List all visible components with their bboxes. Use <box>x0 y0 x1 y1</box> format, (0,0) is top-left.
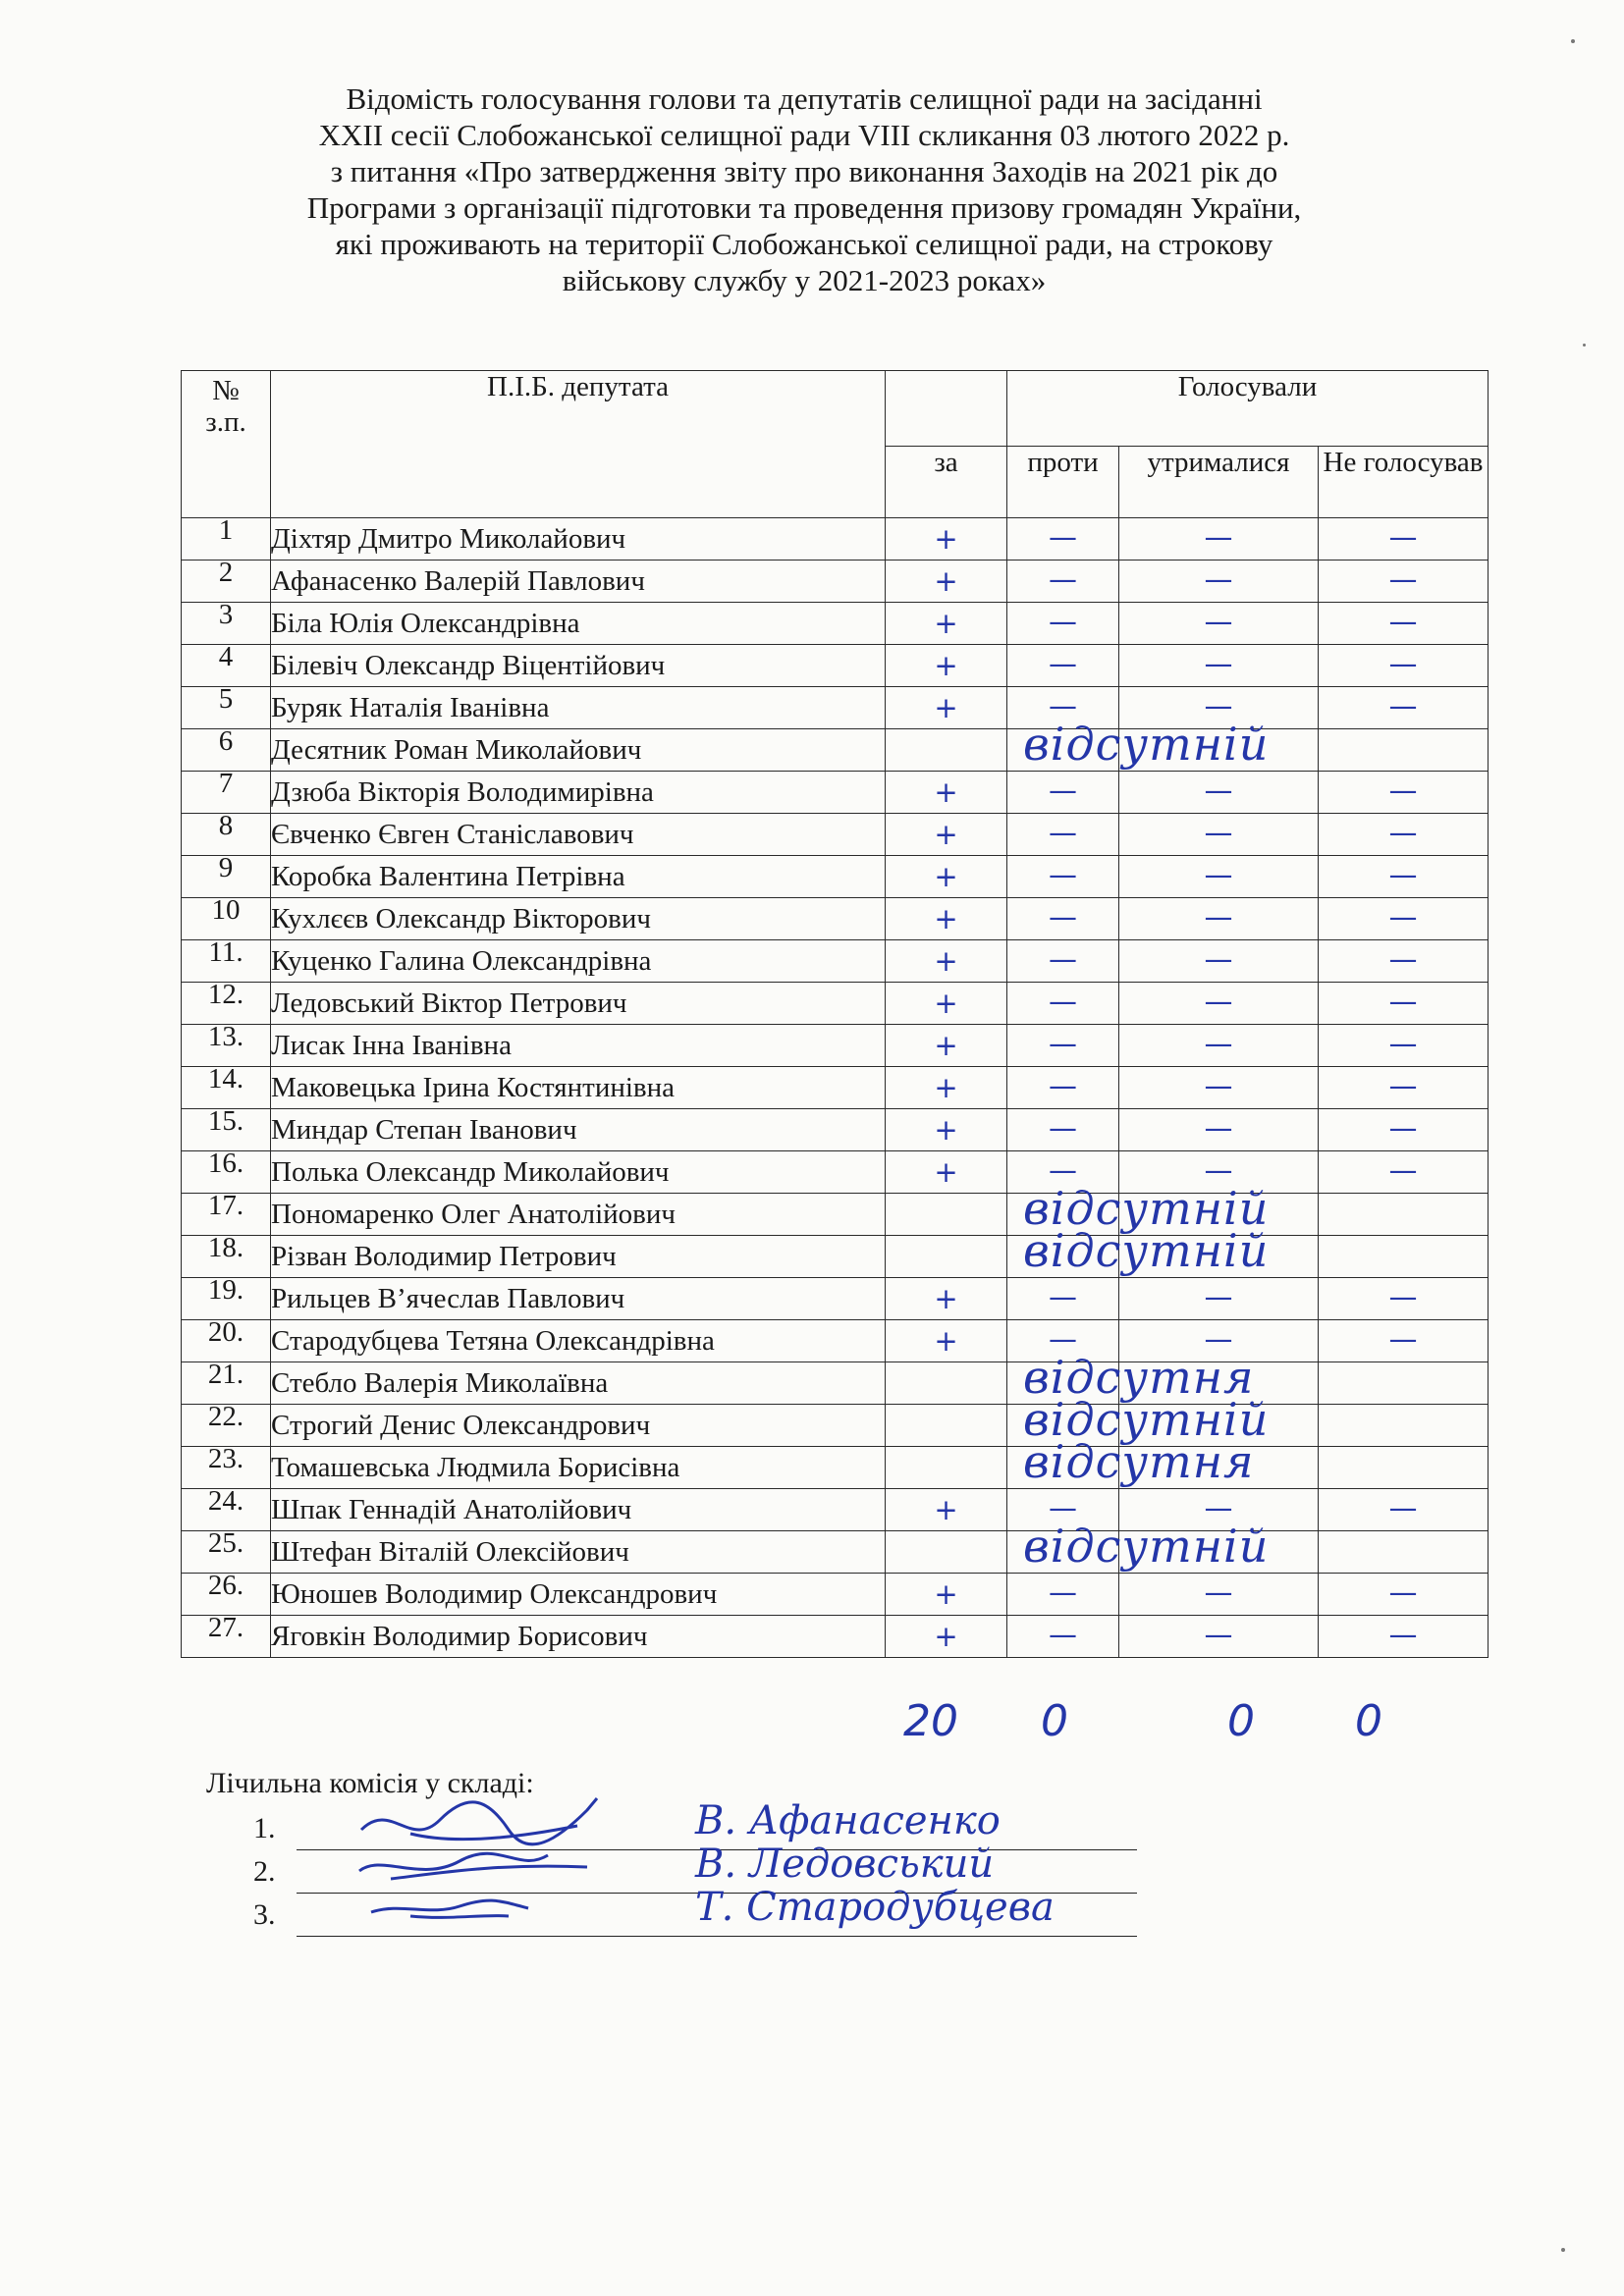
vote-against: — <box>1007 1278 1119 1320</box>
row-number: 7 <box>182 772 271 814</box>
vote-for: + <box>886 561 1007 603</box>
signature-scribble <box>352 1877 626 1940</box>
vote-for <box>886 1224 1270 1278</box>
deputy-name: Полька Олександр Миколайович <box>271 1151 886 1194</box>
row-number: 13. <box>182 1025 271 1067</box>
absent-mark: відсутній <box>1023 1520 1270 1573</box>
table-row <box>182 1194 1489 1236</box>
vote-abstained: — <box>1119 1320 1319 1362</box>
vote-not-voted: — <box>1319 645 1489 687</box>
vote-for <box>886 1520 1270 1574</box>
vote-not-voted: — <box>1319 1067 1489 1109</box>
deputy-name: Десятник Роман Миколайович <box>271 729 886 772</box>
vote-abstained: — <box>1119 1278 1319 1320</box>
vote-not-voted: — <box>1319 518 1489 561</box>
signature-name: В. Ледовський <box>695 1842 995 1887</box>
vote-against: — <box>1007 856 1119 898</box>
table-row <box>182 561 1489 603</box>
vote-for: + <box>886 1109 1007 1151</box>
row-number: 11. <box>182 940 271 983</box>
vote-abstained: — <box>1119 1151 1319 1194</box>
row-number: 5 <box>182 687 271 729</box>
vote-abstained: — <box>1119 1574 1319 1616</box>
table-row <box>182 772 1489 814</box>
header-empty <box>886 371 1007 447</box>
vote-abstained: — <box>1119 856 1319 898</box>
signature-index: 1. <box>253 1812 276 1844</box>
deputy-name: Куценко Галина Олександрівна <box>271 940 886 983</box>
vote-against: — <box>1007 772 1119 814</box>
deputy-name: Пономаренко Олег Анатолійович <box>271 1194 886 1236</box>
signature-row <box>253 1885 1137 1942</box>
table-row <box>182 1278 1489 1320</box>
vote-against: — <box>1007 898 1119 940</box>
deputy-name: Різван Володимир Петрович <box>271 1236 886 1278</box>
voting-table <box>181 370 1489 1658</box>
vote-for: + <box>886 1489 1007 1531</box>
table-row <box>182 603 1489 645</box>
header-name: П.І.Б. депутата <box>271 371 886 518</box>
vote-for: + <box>886 1574 1007 1616</box>
header-against: проти <box>1007 447 1119 518</box>
deputy-name: Миндар Степан Іванович <box>271 1109 886 1151</box>
vote-not-voted: — <box>1319 1574 1489 1616</box>
deputy-name: Біла Юлія Олександрівна <box>271 603 886 645</box>
vote-not-voted: — <box>1319 1025 1489 1067</box>
row-number: 12. <box>182 983 271 1025</box>
vote-for <box>886 1351 1255 1405</box>
vote-not-voted <box>1319 1447 1489 1489</box>
vote-for: + <box>886 772 1007 814</box>
title-line: з питання «Про затвердження звіту про виконання Заходів на 2021 рік до <box>330 154 1278 188</box>
deputy-name: Буряк Наталія Іванівна <box>271 687 886 729</box>
signature-index: 2. <box>253 1855 276 1888</box>
scan-speck <box>1583 344 1586 347</box>
vote-not-voted: — <box>1319 603 1489 645</box>
vote-against: — <box>1007 814 1119 856</box>
table-row <box>182 898 1489 940</box>
row-number: 15. <box>182 1109 271 1151</box>
vote-abstained: — <box>1119 561 1319 603</box>
vote-not-voted: — <box>1319 983 1489 1025</box>
deputy-name: Кухлєєв Олександр Вікторович <box>271 898 886 940</box>
scan-speck <box>1571 39 1575 43</box>
vote-against: — <box>1007 603 1119 645</box>
vote-for <box>886 1393 1270 1447</box>
vote-for: + <box>886 1151 1007 1194</box>
row-number: 22. <box>182 1405 271 1447</box>
total-abstained: 0 <box>1227 1696 1255 1746</box>
vote-for <box>886 718 1270 772</box>
vote-for: + <box>886 856 1007 898</box>
vote-abstained: — <box>1119 518 1319 561</box>
title-line: військову службу у 2021-2023 роках» <box>562 263 1047 297</box>
header-not-voted: Не голосував <box>1319 447 1489 518</box>
vote-not-voted <box>1319 1405 1489 1447</box>
table-row <box>182 1109 1489 1151</box>
vote-against: — <box>1007 1574 1119 1616</box>
vote-against: — <box>1007 561 1119 603</box>
vote-for: + <box>886 814 1007 856</box>
absent-mark: відсутній <box>1023 718 1270 771</box>
row-number: 23. <box>182 1447 271 1489</box>
vote-abstained: — <box>1119 1025 1319 1067</box>
vote-against: — <box>1007 983 1119 1025</box>
total-for: 20 <box>903 1696 958 1746</box>
vote-abstained: — <box>1119 1616 1319 1658</box>
deputy-name: Штефан Віталій Олексійович <box>271 1531 886 1574</box>
table-row <box>182 1447 1489 1489</box>
row-number: 4 <box>182 645 271 687</box>
row-number: 10 <box>182 898 271 940</box>
vote-abstained: — <box>1119 1109 1319 1151</box>
deputy-name: Коробка Валентина Петрівна <box>271 856 886 898</box>
vote-for: + <box>886 645 1007 687</box>
header-voted: Голосували <box>1007 371 1489 447</box>
deputy-name: Білевіч Олександр Віцентійович <box>271 645 886 687</box>
vote-not-voted: — <box>1319 772 1489 814</box>
row-number: 26. <box>182 1574 271 1616</box>
table-row <box>182 1405 1489 1447</box>
deputy-name: Стародубцева Тетяна Олександрівна <box>271 1320 886 1362</box>
table-row <box>182 687 1489 729</box>
vote-abstained: — <box>1119 772 1319 814</box>
table-row <box>182 645 1489 687</box>
absent-mark: відсутня <box>1023 1351 1255 1404</box>
vote-not-voted: — <box>1319 1320 1489 1362</box>
deputy-name: Дзюба Вікторія Володимирівна <box>271 772 886 814</box>
vote-abstained: — <box>1119 1067 1319 1109</box>
deputy-name: Рильцев В’ячеслав Павлович <box>271 1278 886 1320</box>
vote-against: — <box>1007 1151 1119 1194</box>
vote-for: + <box>886 940 1007 983</box>
header-num: № з.п. <box>182 371 271 518</box>
deputy-name: Євченко Євген Станіславович <box>271 814 886 856</box>
vote-abstained: — <box>1119 1489 1319 1531</box>
row-number: 16. <box>182 1151 271 1194</box>
title-line: Програми з організації підготовки та проведення призову громадян України, <box>306 190 1302 225</box>
vote-against: — <box>1007 1616 1119 1658</box>
header-for: за <box>886 447 1007 518</box>
absent-mark: відсутній <box>1023 1224 1270 1277</box>
deputy-name: Шпак Геннадій Анатолійович <box>271 1489 886 1531</box>
deputy-name: Томашевська Людмила Борисівна <box>271 1447 886 1489</box>
deputy-name: Юношев Володимир Олександрович <box>271 1574 886 1616</box>
vote-not-voted: — <box>1319 814 1489 856</box>
vote-for: + <box>886 898 1007 940</box>
deputy-name: Маковецька Ірина Костянтинівна <box>271 1067 886 1109</box>
vote-abstained: — <box>1119 687 1319 729</box>
vote-for <box>886 1182 1270 1236</box>
vote-totals <box>0 1696 1624 1745</box>
vote-against: — <box>1007 1067 1119 1109</box>
vote-against: — <box>1007 645 1119 687</box>
vote-not-voted <box>1319 1531 1489 1574</box>
table-row <box>182 983 1489 1025</box>
vote-not-voted: — <box>1319 1278 1489 1320</box>
deputy-name: Стебло Валерія Миколаївна <box>271 1362 886 1405</box>
table-row <box>182 1616 1489 1658</box>
table-body <box>182 514 1489 1658</box>
table-row <box>182 856 1489 898</box>
commission-label: Лічильна комісія у складі: <box>206 1767 534 1799</box>
total-against: 0 <box>1041 1696 1068 1746</box>
vote-not-voted: — <box>1319 898 1489 940</box>
vote-not-voted: — <box>1319 856 1489 898</box>
vote-for: + <box>886 603 1007 645</box>
title-line: XXII сесії Слобожанської селищної ради VIII скликання 03 лютого 2022 р. <box>318 118 1290 152</box>
vote-against: — <box>1007 1025 1119 1067</box>
header-abstained: утрималися <box>1119 447 1319 518</box>
vote-for: + <box>886 1320 1007 1362</box>
title-line: Відомість голосування голови та депутатів селищної ради на засіданні <box>346 81 1263 116</box>
table-row <box>182 1025 1489 1067</box>
absent-mark: відсутня <box>1023 1435 1255 1488</box>
vote-not-voted: — <box>1319 687 1489 729</box>
row-number: 14. <box>182 1067 271 1109</box>
vote-abstained: — <box>1119 645 1319 687</box>
scan-speck <box>1561 2248 1565 2252</box>
row-number: 21. <box>182 1362 271 1405</box>
vote-against: — <box>1007 940 1119 983</box>
vote-against: — <box>1007 1320 1119 1362</box>
vote-for <box>886 1435 1255 1489</box>
row-number: 19. <box>182 1278 271 1320</box>
vote-for: + <box>886 983 1007 1025</box>
row-number: 8 <box>182 814 271 856</box>
row-number: 3 <box>182 603 271 645</box>
vote-for: + <box>886 1278 1007 1320</box>
vote-abstained: — <box>1119 603 1319 645</box>
deputy-name: Строгий Денис Олександрович <box>271 1405 886 1447</box>
signature-name: Т. Стародубцева <box>695 1885 1055 1930</box>
row-number: 1 <box>182 518 271 561</box>
row-number: 2 <box>182 561 271 603</box>
vote-for: + <box>886 1025 1007 1067</box>
deputy-name: Афанасенко Валерій Павлович <box>271 561 886 603</box>
row-number: 17. <box>182 1194 271 1236</box>
vote-abstained: — <box>1119 814 1319 856</box>
table-row <box>182 940 1489 983</box>
vote-against: — <box>1007 1109 1119 1151</box>
deputy-name: Яговкін Володимир Борисович <box>271 1616 886 1658</box>
vote-abstained: — <box>1119 983 1319 1025</box>
row-number: 18. <box>182 1236 271 1278</box>
deputy-name: Лисак Інна Іванівна <box>271 1025 886 1067</box>
vote-not-voted: — <box>1319 940 1489 983</box>
vote-not-voted: — <box>1319 1109 1489 1151</box>
vote-for: + <box>886 687 1007 729</box>
signature-index: 3. <box>253 1898 276 1931</box>
table-row <box>182 518 1489 561</box>
vote-against: — <box>1007 518 1119 561</box>
table-row <box>182 1489 1489 1531</box>
table-row <box>182 1151 1489 1194</box>
vote-for: + <box>886 1067 1007 1109</box>
row-number: 27. <box>182 1616 271 1658</box>
total-not-voted: 0 <box>1355 1696 1382 1746</box>
row-number: 20. <box>182 1320 271 1362</box>
absent-mark: відсутній <box>1023 1182 1270 1235</box>
signature-name: В. Афанасенко <box>695 1798 1001 1843</box>
vote-abstained: — <box>1119 940 1319 983</box>
document-title <box>196 80 1412 298</box>
table-row <box>182 814 1489 856</box>
vote-not-voted <box>1319 1362 1489 1405</box>
vote-not-voted: — <box>1319 561 1489 603</box>
table-row <box>182 1236 1489 1278</box>
row-number: 9 <box>182 856 271 898</box>
vote-not-voted <box>1319 1194 1489 1236</box>
table-row <box>182 1362 1489 1405</box>
title-line: які проживають на території Слобожанської селищної ради, на строкову <box>335 227 1273 261</box>
table-row <box>182 729 1489 772</box>
deputy-name: Діхтяр Дмитро Миколайович <box>271 518 886 561</box>
vote-not-voted: — <box>1319 1151 1489 1194</box>
vote-abstained: — <box>1119 898 1319 940</box>
row-number: 25. <box>182 1531 271 1574</box>
deputy-name: Ледовський Віктор Петрович <box>271 983 886 1025</box>
vote-not-voted: — <box>1319 1616 1489 1658</box>
table-row <box>182 1574 1489 1616</box>
vote-not-voted <box>1319 729 1489 772</box>
vote-for: + <box>886 1616 1007 1658</box>
table-row <box>182 1067 1489 1109</box>
vote-for: + <box>886 518 1007 561</box>
absent-mark: відсутній <box>1023 1393 1270 1446</box>
vote-not-voted <box>1319 1236 1489 1278</box>
table-row <box>182 1320 1489 1362</box>
vote-not-voted: — <box>1319 1489 1489 1531</box>
table-row <box>182 1531 1489 1574</box>
vote-against: — <box>1007 1489 1119 1531</box>
row-number: 24. <box>182 1489 271 1531</box>
row-number: 6 <box>182 729 271 772</box>
vote-against: — <box>1007 687 1119 729</box>
